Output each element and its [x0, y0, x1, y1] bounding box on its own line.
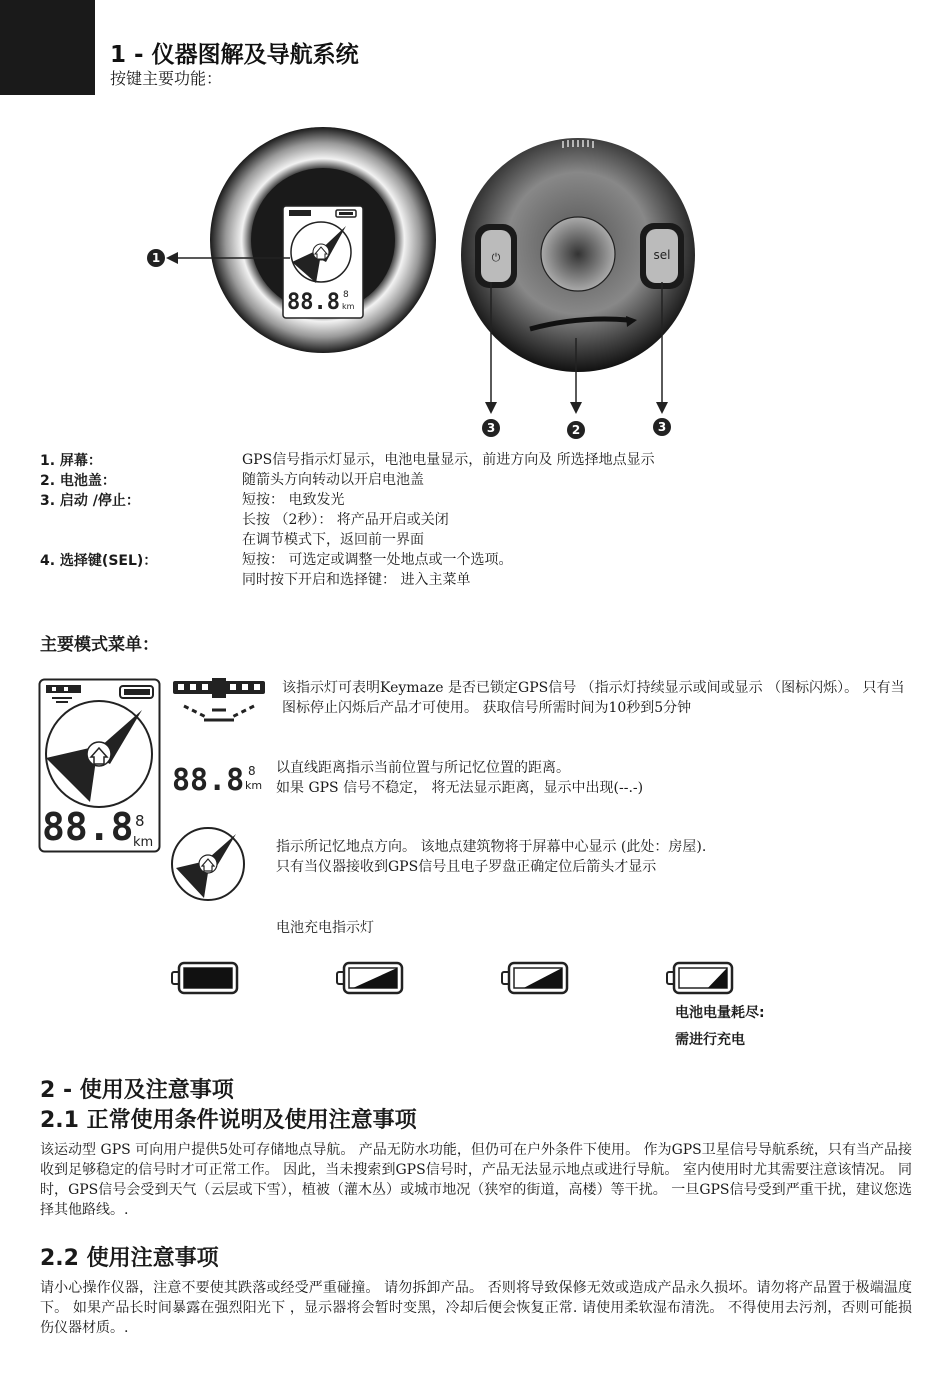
battery-levels: [170, 958, 750, 998]
gps-description: 该指示灯可表明Keymaze 是否已锁定GPS信号 （指示灯持续显示或间或显示 （图标闪烁）。 只有当图标停止闪烁后产品才可使用。 获取信号所需时间为10秒到5分钟: [282, 680, 905, 716]
function-desc-3a: 短按： 电致发光: [242, 492, 345, 508]
device-front: [210, 127, 436, 353]
battery-level-icon: [172, 963, 237, 993]
battery-empty-caption: 电池电量耗尽: 需进行充电: [675, 1005, 765, 1048]
battery-level-icon: [337, 963, 402, 993]
distance-description-1: 以直线距离指示当前位置与所记忆位置的距离。: [276, 760, 570, 776]
modes-title: 主要模式菜单：: [40, 635, 159, 655]
svg-text:8: 8: [248, 764, 256, 778]
section-2-1-text: 该运动型 GPS 可向用户提供5处可存储地点导航。 产品无防水功能，但仍可在户外条件下使用。 作为GPS卫星信号导航系统，只有当产品接收到足够稳定的信号时才可正常工作。 因此，当未搜索到GPS信号时，产品无法显示地点或进行导航。 室内使用时尤其需要注意该情况。 同时，GPS信号会受到天气（云层或下雪），植被（灌木丛）或城市地况（狭窄的街道，高楼）等干扰。 一旦GPS信号受到严重干扰，建议您选择其他路线。.: [40, 1142, 912, 1218]
svg-text:8: 8: [343, 290, 349, 300]
function-desc-3c: 在调节模式下，返回前一界面: [242, 532, 424, 548]
svg-text:km: km: [342, 302, 355, 311]
section-2-2-text: 请小心操作仪器，注意不要使其跌落或经受严重碰撞。 请勿拆卸产品。 否则将导致保修无效或造成产品永久损坏。请勿将产品置于极端温度下。 如果产品长时间暴露在强烈阳光下 ，显示器将会暂时变黑，冷却后便会恢复正常. 请使用柔软湿布清洗。 不得使用去污剂，否则可能损伤仪器材质。.: [40, 1280, 912, 1336]
compass-description-1: 指示所记忆地点方向。 该地点建筑物将于屏幕中心显示 (此处：房屋).: [276, 839, 707, 855]
callout-1: 1: [151, 251, 161, 265]
gps-satellite-icon: [172, 678, 266, 724]
compass-description-2: 只有当仪器接收到GPS信号且电子罗盘正确定位后箭头才显示: [276, 859, 657, 875]
section-2-title: 2 - 使用及注意事项: [40, 1078, 234, 1103]
function-label-4: 4. 选择键(SEL)：: [40, 553, 158, 569]
distance-description-2: 如果 GPS 信号不稳定， 将无法显示距离，显示中出现(--.-): [276, 780, 644, 796]
section-2-1-title: 2.1 正常使用条件说明及使用注意事项: [40, 1108, 417, 1133]
device-back: [461, 138, 695, 372]
mode-screen-digits: 88.8: [42, 805, 134, 849]
battery-level-icon: [502, 963, 567, 993]
function-desc-4b: 同时按下开启和选择键： 进入主菜单: [242, 572, 471, 588]
page-subtitle: 按键主要功能：: [110, 69, 223, 88]
power-button-label: ⏻: [491, 251, 501, 264]
callout-3b: 3: [657, 420, 667, 434]
distance-icon: [172, 758, 264, 794]
svg-text:km: km: [245, 779, 263, 792]
svg-text:88.8: 88.8: [172, 763, 245, 794]
function-desc-1: GPS信号指示灯显示，电池电量显示，前进方向及 所选择地点显示: [242, 452, 655, 468]
function-label-2: 2. 电池盖：: [40, 473, 116, 489]
callout-3a: 3: [486, 421, 496, 435]
sel-button-label: sel: [653, 248, 671, 262]
callout-2: 2: [571, 423, 581, 437]
compass-icon: [170, 820, 246, 908]
section-2-2-title: 2.2 使用注意事项: [40, 1246, 219, 1271]
device-illustration: [0, 0, 950, 450]
function-desc-4a: 短按： 可选定或调整一处地点或一个选项。: [242, 552, 513, 568]
battery-indicator-label: 电池充电指示灯: [276, 920, 374, 936]
function-label-1: 1. 屏幕：: [40, 453, 102, 469]
svg-text:km: km: [133, 835, 154, 850]
function-desc-2: 随箭头方向转动以开启电池盖: [242, 472, 424, 488]
battery-level-icon: [667, 963, 732, 993]
page-title: 1 - 仪器图解及导航系统: [110, 42, 359, 68]
svg-text:8: 8: [135, 812, 145, 830]
function-label-3: 3. 启动 /停止：: [40, 493, 140, 509]
mode-screen-illustration: [38, 678, 162, 854]
function-desc-3b: 长按 （2秒）： 将产品开启或关闭: [242, 512, 449, 528]
screen-digits: 88.8: [287, 290, 340, 315]
